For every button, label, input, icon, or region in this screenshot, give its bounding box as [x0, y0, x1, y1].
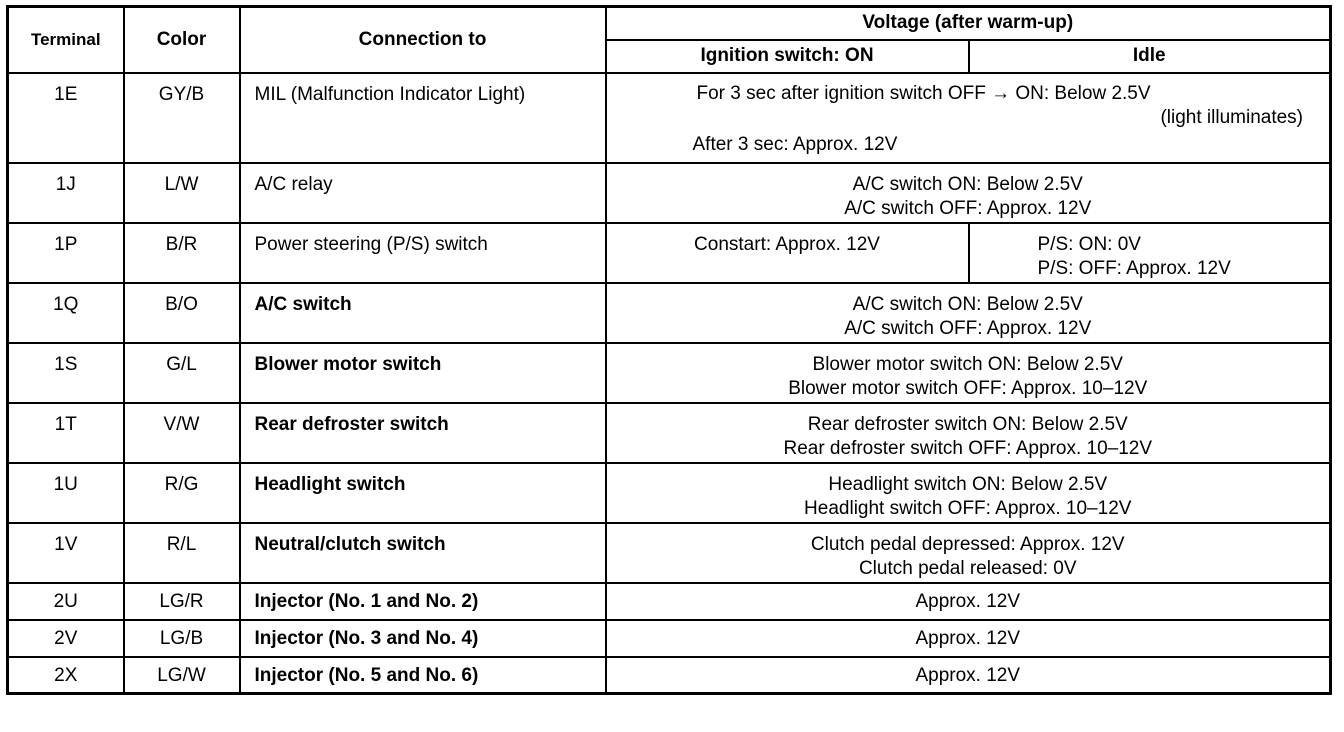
table-row	[8, 523, 1331, 583]
table-row	[8, 223, 1331, 283]
voltage-line: A/C switch ON: Below 2.5V	[852, 293, 1083, 315]
voltage-line: Clutch pedal released: 0V	[858, 557, 1077, 579]
header-color: Color	[124, 7, 240, 73]
terminal-cell: 1E	[54, 83, 78, 105]
terminal-cell: 1P	[54, 233, 78, 255]
idle-line: P/S: ON: 0V	[1037, 233, 1141, 255]
color-cell: LG/B	[159, 627, 204, 649]
terminal-cell: 1U	[53, 473, 78, 495]
terminal-cell: 2X	[54, 664, 78, 686]
connection-cell: Injector (No. 5 and No. 6)	[254, 664, 479, 686]
header-idle: Idle	[969, 40, 1331, 73]
header-connection: Connection to	[240, 7, 606, 73]
voltage-line: A/C switch OFF: Approx. 12V	[844, 197, 1092, 219]
terminal-cell: 1T	[54, 413, 77, 435]
connection-cell: Blower motor switch	[254, 353, 442, 375]
voltage-cell	[607, 164, 1330, 221]
voltage-line: Headlight switch OFF: Approx. 10–12V	[804, 497, 1132, 519]
voltage-line: Blower motor switch ON: Below 2.5V	[812, 353, 1123, 375]
color-cell: B/R	[165, 233, 198, 255]
voltage-line: For 3 sec after ignition switch OFF → ON: Below 2.5V	[696, 82, 1151, 104]
terminal-cell: 2U	[53, 590, 78, 612]
color-cell: B/O	[165, 293, 198, 315]
terminal-cell: 1V	[54, 533, 78, 555]
color-cell: G/L	[166, 353, 197, 375]
voltage-line: Rear defroster switch OFF: Approx. 10–12V	[783, 437, 1153, 459]
voltage-line: Approx. 12V	[915, 590, 1021, 612]
terminal-cell: 1S	[54, 353, 78, 375]
header-voltage: Voltage (after warm-up)	[606, 7, 1331, 40]
voltage-cell	[607, 74, 1330, 162]
voltage-line: A/C switch OFF: Approx. 12V	[844, 317, 1092, 339]
voltage-cell	[607, 658, 1330, 688]
connection-cell: Headlight switch	[254, 473, 406, 495]
connection-cell: Neutral/clutch switch	[254, 533, 446, 555]
header-terminal: Terminal	[8, 7, 124, 73]
voltage-line: Headlight switch ON: Below 2.5V	[828, 473, 1108, 495]
table-row	[8, 163, 1331, 223]
voltage-cell	[607, 404, 1330, 461]
voltage-line: Clutch pedal depressed: Approx. 12V	[810, 533, 1125, 555]
color-cell: R/L	[166, 533, 197, 555]
connection-cell: Injector (No. 3 and No. 4)	[254, 627, 479, 649]
voltage-cell	[607, 584, 1330, 614]
color-cell: R/G	[164, 473, 199, 495]
table-row	[8, 343, 1331, 403]
ecm-terminal-voltage-table	[6, 5, 1332, 695]
connection-cell: A/C relay	[254, 173, 333, 195]
table-row	[8, 463, 1331, 523]
voltage-line: Approx. 12V	[915, 627, 1021, 649]
terminal-cell: 1J	[55, 173, 76, 195]
table-row	[8, 283, 1331, 343]
voltage-line: Blower motor switch OFF: Approx. 10–12V	[788, 377, 1148, 399]
header-ignition-on: Ignition switch: ON	[606, 40, 969, 73]
voltage-cell	[607, 344, 1330, 401]
table-row	[8, 657, 1331, 694]
ignition-on-cell: Constart: Approx. 12V	[694, 233, 880, 255]
table-row	[8, 73, 1331, 163]
voltage-line: Approx. 12V	[915, 664, 1021, 686]
terminal-cell: 2V	[54, 627, 78, 649]
voltage-cell	[607, 284, 1330, 341]
table-row	[8, 583, 1331, 620]
connection-cell: Rear defroster switch	[254, 413, 449, 435]
terminal-cell: 1Q	[53, 293, 79, 315]
voltage-line: (light illuminates)	[1160, 106, 1303, 128]
color-cell: LG/R	[159, 590, 204, 612]
table-row	[8, 620, 1331, 657]
connection-cell: A/C switch	[254, 293, 352, 315]
color-cell: L/W	[164, 173, 199, 195]
connection-cell: Power steering (P/S) switch	[254, 233, 488, 255]
connection-cell: MIL (Malfunction Indicator Light)	[254, 83, 526, 105]
voltage-cell	[607, 464, 1330, 521]
table-row	[8, 403, 1331, 463]
idle-cell	[970, 224, 1330, 281]
color-cell: GY/B	[158, 83, 205, 105]
voltage-line: After 3 sec: Approx. 12V	[692, 133, 898, 155]
voltage-cell	[607, 621, 1330, 651]
connection-cell: Injector (No. 1 and No. 2)	[254, 590, 479, 612]
voltage-line: A/C switch ON: Below 2.5V	[852, 173, 1083, 195]
idle-line: P/S: OFF: Approx. 12V	[1037, 257, 1231, 279]
voltage-cell	[607, 524, 1330, 581]
color-cell: V/W	[163, 413, 200, 435]
color-cell: LG/W	[157, 664, 206, 686]
voltage-line: Rear defroster switch ON: Below 2.5V	[807, 413, 1128, 435]
